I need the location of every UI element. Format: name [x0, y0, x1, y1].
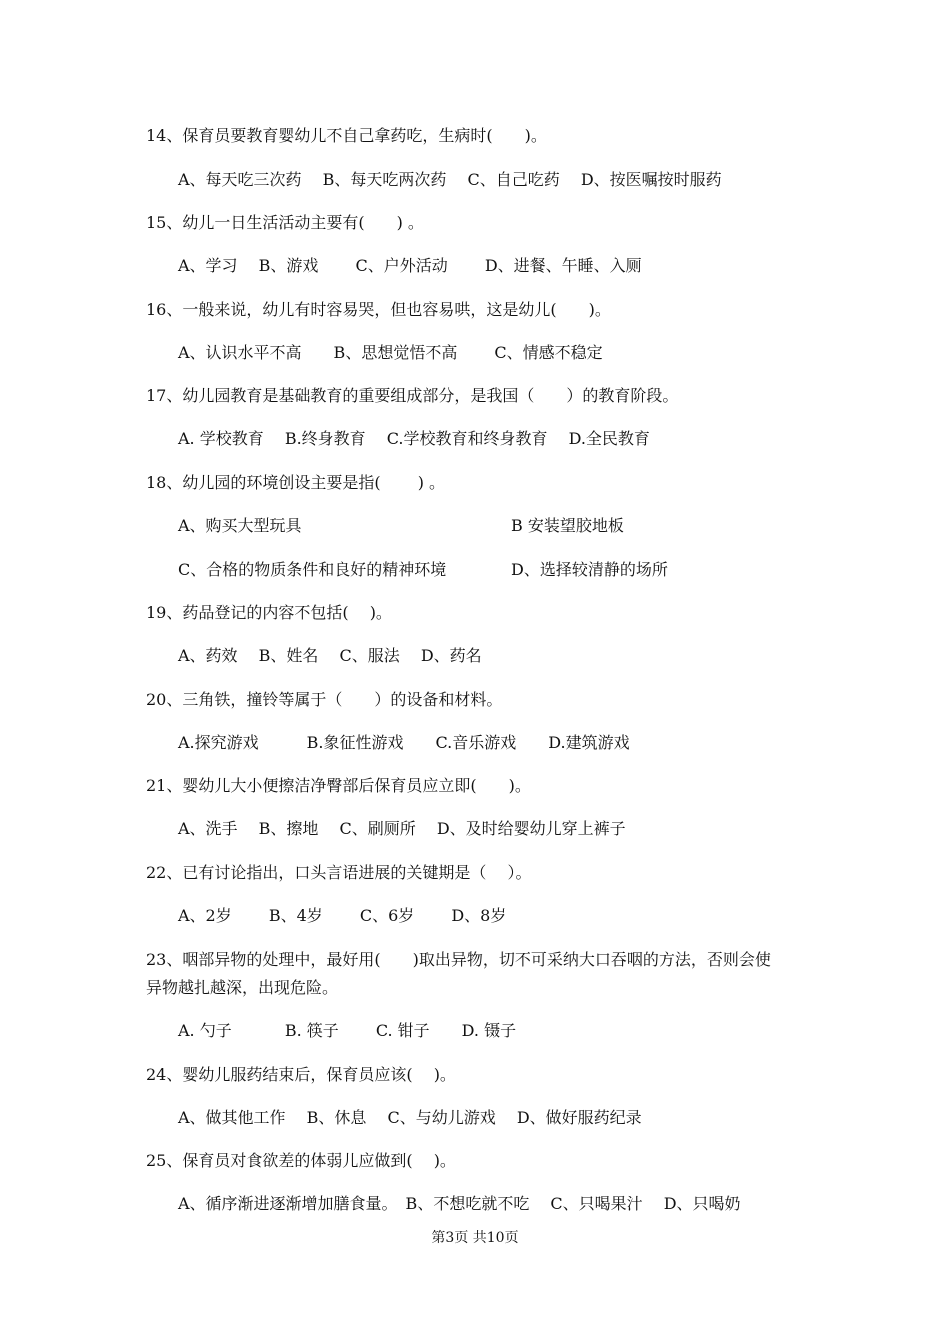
question-17: 17、幼儿园教育是基础教育的重要组成部分，是我国（ ）的教育阶段。 [146, 386, 679, 405]
question-22-options: A、2岁 B、4岁 C、6岁 D、8岁 [178, 906, 507, 925]
question-15: 15、幼儿一日生活活动主要有( ) 。 [146, 213, 424, 232]
question-18-option-a: A、购买大型玩具 [178, 516, 302, 535]
question-20-options: A.探究游戏 B.象征性游戏 C.音乐游戏 D.建筑游戏 [178, 733, 630, 752]
question-18: 18、幼儿园的环境创设主要是指( ) 。 [146, 473, 446, 492]
question-18-option-d: D、选择较清静的场所 [511, 560, 668, 579]
question-25: 25、保育员对食欲差的体弱儿应做到( )。 [146, 1151, 456, 1170]
question-24-options: A、做其他工作 B、休息 C、与幼儿游戏 D、做好服药纪录 [178, 1108, 642, 1127]
question-19: 19、药品登记的内容不包括( )。 [146, 603, 392, 622]
question-20: 20、三角铁，撞铃等属于（ ）的设备和材料。 [146, 690, 503, 709]
question-23: 23、咽部异物的处理中，最好用( )取出异物，切不可采纳大口吞咽的方法，否则会使 [146, 950, 771, 969]
question-23-options: A. 勺子 B. 筷子 C. 钳子 D. 镊子 [178, 1021, 517, 1040]
question-18-option-c: C、合格的物质条件和良好的精神环境 [178, 560, 447, 579]
question-19-options: A、药效 B、姓名 C、服法 D、药名 [178, 646, 482, 665]
question-21: 21、婴幼儿大小便擦洁净臀部后保育员应立即( )。 [146, 776, 531, 795]
question-25-options: A、循序渐进逐渐增加膳食量。 B、不想吃就不吃 C、只喝果汁 D、只喝奶 [178, 1194, 741, 1213]
question-24: 24、婴幼儿服药结束后，保育员应该( )。 [146, 1065, 456, 1084]
question-21-options: A、洗手 B、擦地 C、刷厕所 D、及时给婴幼儿穿上裤子 [178, 819, 626, 838]
question-17-options: A. 学校教育 B.终身教育 C.学校教育和终身教育 D.全民教育 [178, 429, 650, 448]
question-22: 22、已有讨论指出，口头言语进展的关键期是（ ）。 [146, 863, 532, 882]
question-15-options: A、学习 B、游戏 C、户外活动 D、进餐、午睡、入厕 [178, 256, 642, 275]
question-23-continued: 异物越扎越深，出现危险。 [146, 978, 339, 997]
question-14-options: A、每天吃三次药 B、每天吃两次药 C、自己吃药 D、按医嘱按时服药 [178, 170, 722, 189]
page-footer: 第3页 共10页 [431, 1230, 519, 1246]
question-14: 14、保育员要教育婴幼儿不自己拿药吃，生病时( )。 [146, 126, 547, 145]
question-16-options: A、认识水平不高 B、思想觉悟不高 C、情感不稳定 [178, 343, 603, 362]
question-16: 16、一般来说，幼儿有时容易哭，但也容易哄，这是幼儿( )。 [146, 300, 611, 319]
question-18-option-b: B 安装望胶地板 [511, 516, 624, 535]
